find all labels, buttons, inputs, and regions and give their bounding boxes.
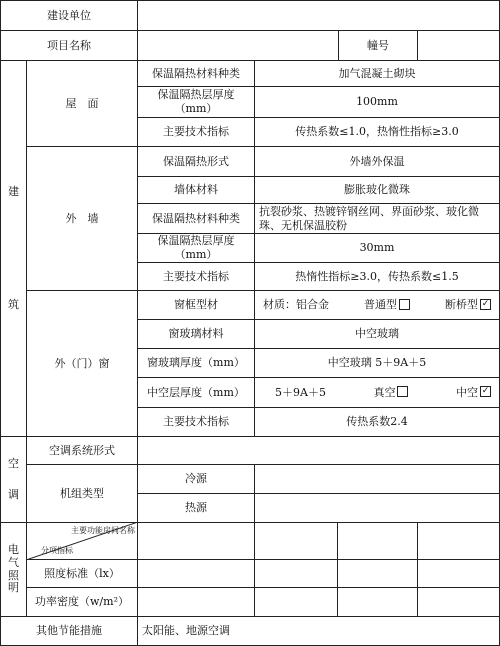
- window-val-1: 中空玻璃: [254, 319, 500, 349]
- frame-material: 材质：铝合金: [263, 298, 329, 312]
- building-char-1: 建: [8, 184, 19, 198]
- ac-cold-source-label: 冷源: [137, 464, 255, 494]
- lighting-char-1: 电: [8, 543, 19, 557]
- wall-val-4: 热惰性指标≥3.0，传热系数≤1.5: [254, 262, 500, 291]
- room-col-3: [337, 522, 418, 560]
- building-no-value: [417, 30, 500, 61]
- diag-bottom-label: 分项指标: [41, 546, 73, 555]
- construction-unit-label: 建设单位: [0, 0, 138, 31]
- power-density-label: 功率密度（w/m²）: [26, 587, 138, 617]
- illuminance-label: 照度标准（lx）: [26, 559, 138, 588]
- wall-key-1: 墙体材料: [137, 176, 255, 204]
- project-name-label: 项目名称: [0, 30, 138, 61]
- project-name-value: [137, 30, 339, 61]
- window-val-2: 中空玻璃 5＋9A＋5: [254, 348, 500, 378]
- power-density-cell-1: [137, 587, 255, 617]
- gap-vacuum-checkbox[interactable]: [397, 386, 408, 397]
- gap-option-vacuum-label: 真空: [373, 385, 396, 399]
- window-val-0-row: [254, 290, 500, 320]
- roof-key-2: 主要技术指标: [137, 117, 255, 147]
- window-key-0: 窗框型材: [137, 290, 255, 320]
- illuminance-cell-1: [137, 559, 255, 588]
- roof-key-1: 保温隔热层厚度（mm）: [137, 86, 255, 118]
- wall-label: 外 墙: [26, 146, 138, 291]
- roof-label: 屋 面: [26, 60, 138, 147]
- frame-normal-checkbox[interactable]: [399, 299, 410, 310]
- wall-val-2: 抗裂砂浆、热镀锌钢丝网、界面砂浆、玻化微珠、无机保温胶粉: [254, 203, 500, 234]
- power-density-cell-4: [417, 587, 500, 617]
- window-label: 外（门）窗: [26, 290, 138, 437]
- gap-thickness: 5＋9A＋5: [275, 385, 326, 399]
- window-val-4: 传热系数2.4: [254, 407, 500, 437]
- window-key-1: 窗玻璃材料: [137, 319, 255, 349]
- roof-val-1: 100mm: [254, 86, 500, 118]
- power-density-cell-2: [254, 587, 338, 617]
- frame-option-normal[interactable]: [364, 298, 410, 312]
- building-section-label: [0, 60, 27, 437]
- gap-option-hollow[interactable]: [456, 386, 491, 400]
- construction-unit-value: [137, 0, 500, 31]
- ac-system-form-label: 空调系统形式: [26, 436, 138, 465]
- lighting-char-3: 照: [8, 568, 19, 582]
- wall-val-1: 膨胀玻化微珠: [254, 176, 500, 204]
- illuminance-cell-2: [254, 559, 338, 588]
- power-density-cell-3: [337, 587, 418, 617]
- other-measures-value: 太阳能、地源空调: [137, 616, 500, 646]
- window-key-4: 主要技术指标: [137, 407, 255, 437]
- roof-val-0: 加气混凝土砌块: [254, 60, 500, 87]
- ac-heat-source-value: [254, 493, 500, 523]
- gap-hollow-checkbox[interactable]: ✓: [481, 386, 490, 397]
- wall-key-4: 主要技术指标: [137, 262, 255, 291]
- room-col-1: [137, 522, 255, 560]
- ac-char-1: 空: [8, 456, 19, 470]
- window-val-3-row: [254, 377, 500, 408]
- ac-section-label: [0, 436, 27, 523]
- wall-val-3: 30mm: [254, 233, 500, 263]
- building-no-label: 幢号: [338, 30, 418, 61]
- frame-option-break-label: 断桥型: [445, 298, 478, 312]
- window-key-2: 窗玻璃厚度（mm）: [137, 348, 255, 378]
- ac-cold-source-value: [254, 464, 500, 494]
- lighting-char-2: 气: [8, 555, 19, 569]
- room-col-4: [417, 522, 500, 560]
- building-char-2: 筑: [8, 297, 19, 311]
- frame-option-normal-label: 普通型: [364, 298, 397, 312]
- diag-top-label: 主要功能房间名称: [71, 526, 135, 535]
- lighting-char-4: 明: [8, 581, 19, 595]
- wall-key-3: 保温隔热层厚度（mm）: [137, 233, 255, 263]
- ac-system-form-value: [137, 436, 500, 465]
- other-measures-label: 其他节能措施: [0, 616, 138, 646]
- wall-key-0: 保温隔热形式: [137, 146, 255, 177]
- wall-val-0: 外墙外保温: [254, 146, 500, 177]
- illuminance-cell-3: [337, 559, 418, 588]
- illuminance-cell-4: [417, 559, 500, 588]
- room-col-2: [254, 522, 338, 560]
- lighting-section-label: [0, 522, 27, 617]
- roof-val-2: 传热系数≤1.0，热惰性指标≥3.0: [254, 117, 500, 147]
- gap-option-vacuum[interactable]: [373, 386, 408, 400]
- frame-option-break[interactable]: [445, 298, 491, 312]
- roof-key-0: 保温隔热材料种类: [137, 60, 255, 87]
- frame-break-checkbox[interactable]: ✓: [481, 298, 490, 309]
- window-key-3: 中空层厚度（mm）: [137, 377, 255, 408]
- gap-option-hollow-label: 中空: [455, 385, 478, 399]
- lighting-diagonal-header: [26, 522, 138, 560]
- ac-char-2: 调: [8, 487, 19, 501]
- ac-heat-source-label: 热源: [137, 493, 255, 523]
- wall-key-2: 保温隔热材料种类: [137, 203, 255, 234]
- ac-unit-type-label: 机组类型: [26, 464, 138, 523]
